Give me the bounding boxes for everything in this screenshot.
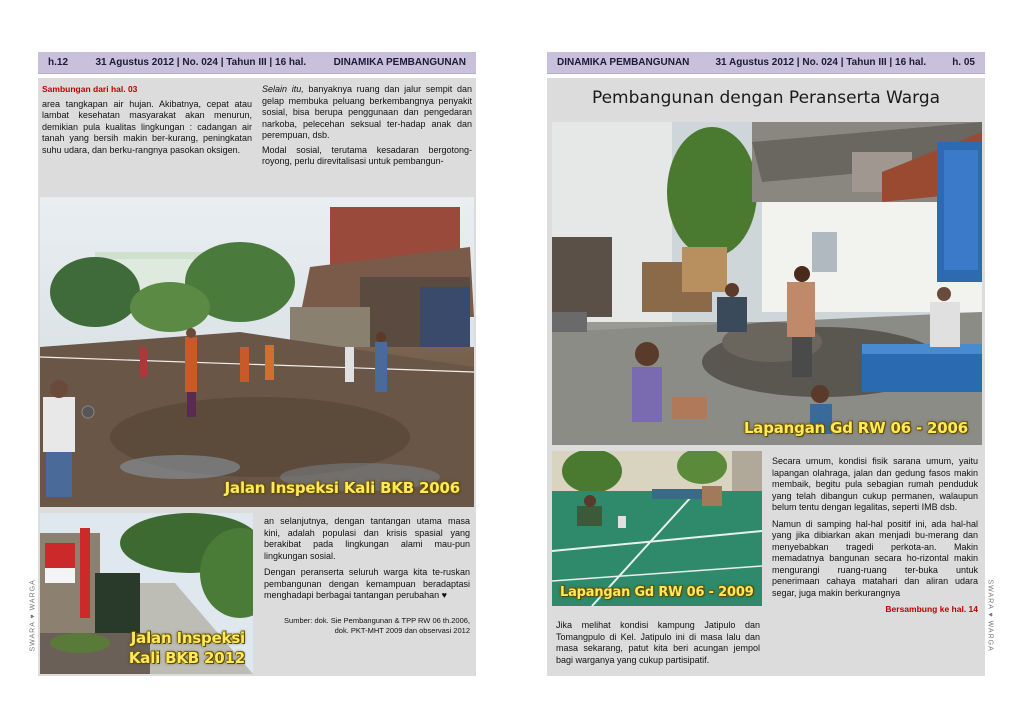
right-bottom-text bbox=[556, 620, 760, 666]
photo2-caption-line2: Kali BKB 2012 bbox=[128, 649, 245, 667]
right-body-text1: Secara umum, kondisi fisik sarana umum, yaitu lapangan olahraga, jalan dan gedung fasos makin membaik, begitu pula sebagian rumah penduduk yang telah dibangun cukup permanen, walaupun belum tentu dengan legalitas, seperti IMB dsb. bbox=[772, 456, 978, 512]
left-publication-name: DINAMIKA PEMBANGUNAN bbox=[333, 57, 466, 68]
left-bottom-text2: Dengan peranserta seluruh warga kita te-ruskan pembangunan dengan kemampuan beradaptasi menghadapi berbagai tantangan perubahan ♥ bbox=[264, 567, 470, 600]
right-body-text2: Namun di samping hal-hal positif ini, ada hal-hal yang jika dibiarkan akan menjadi bu-merang dan menyebabkan tragedi perkota-an. Makin memadatnya bangunan secara ho-rizontal makin mengurangi ruang-ruang ter-buka untuk penerimaan cahaya matahari dan aliran udara segar, juga makin berkurangnya bbox=[772, 518, 978, 598]
photo2-caption bbox=[129, 628, 245, 668]
source-line1: Sumber: dok. Sie Pembangunan & TPP RW 06 th.2006, bbox=[284, 615, 470, 625]
right-issue-info: 31 Agustus 2012 | No. 024 | Tahun III | 16 hal. bbox=[715, 57, 927, 68]
source-line2: dok. PKT-MHT 2009 dan observasi 2012 bbox=[334, 625, 470, 635]
left-col1 bbox=[42, 84, 252, 156]
right-page-header bbox=[547, 52, 985, 74]
right-bottom-text-body: Jika melihat kondisi kampung Jatipulo dan Tomangpulo di Kel. Jatipulo ini di masa lalu dan masa sekarang, patut kita beri acungan jempol bagi warganya yang cukup partisipatif. bbox=[556, 620, 760, 665]
right-photo1-caption: Lapangan Gd RW 06 - 2006 bbox=[743, 419, 968, 437]
photo-jalan-inspeksi-2006 bbox=[40, 197, 474, 507]
left-col2-text2: Modal sosial, terutama kesadaran bergotong-royong, perlu direvitalisasi untuk pembangun- bbox=[262, 144, 472, 166]
source-note bbox=[264, 616, 470, 636]
photo2-caption-line1: Jalan Inspeksi bbox=[130, 629, 245, 647]
article-title: Pembangunan dengan Peranserta Warga bbox=[591, 88, 941, 108]
right-photo2-caption: Lapangan Gd RW 06 - 2009 bbox=[560, 585, 754, 600]
left-side-tag: SWARA ♥ WARGA bbox=[29, 579, 37, 652]
left-col2-text: banyaknya ruang dan jalur sempit dan gelap membuka peluang berkembangnya penyakit sosial, bisa berupa penggunaan dan pengedaran narkoba, pelecehan seksual ter-hadap anak dan perempuan, dsb. bbox=[262, 84, 472, 140]
left-col1-text: area tangkapan air hujan. Akibatnya, cepat atau lambat kesehatan masyarakat akan menurun, demikian pula kualitas lingkungan : cadangan air tanah yang bersih makin ber-kurang, peningkatan suhu udara, dan berku-rangnya pasokan oksigen. bbox=[42, 98, 252, 155]
photo-street-scene-illustration bbox=[40, 197, 474, 507]
photo-jalan-inspeksi-2012 bbox=[40, 513, 253, 674]
left-page-number: h.12 bbox=[48, 57, 69, 68]
right-side-tag: SWARA ♥ WARGA bbox=[986, 579, 994, 652]
right-publication-name: DINAMIKA PEMBANGUNAN bbox=[557, 57, 690, 68]
photo-court-illustration bbox=[552, 451, 762, 606]
continued-to: Bersambung ke hal. 14 bbox=[885, 604, 978, 614]
continued-from: Sambungan dari hal. 03 bbox=[42, 84, 138, 94]
left-page-header bbox=[38, 52, 476, 74]
left-col2 bbox=[262, 84, 472, 168]
left-bottom-text bbox=[264, 516, 470, 636]
photo1-caption: Jalan Inspeksi Kali BKB 2006 bbox=[224, 479, 460, 497]
left-col2-italic: Selain itu, bbox=[262, 84, 304, 94]
left-issue-info: 31 Agustus 2012 | No. 024 | Tahun III | 16 hal. bbox=[95, 57, 307, 68]
photo-construction-illustration bbox=[552, 122, 982, 445]
left-bottom-text1: an selanjutnya, dengan tantangan utama masa kini, adalah populasi dan krisis spasial yang berakibat pada lingkungan alami mau-pun lingkungan sosial. bbox=[264, 516, 470, 561]
right-body-text bbox=[772, 456, 978, 614]
photo-lapangan-2006 bbox=[552, 122, 982, 445]
photo-lapangan-2009 bbox=[552, 451, 762, 606]
right-page-number: h. 05 bbox=[952, 57, 975, 68]
